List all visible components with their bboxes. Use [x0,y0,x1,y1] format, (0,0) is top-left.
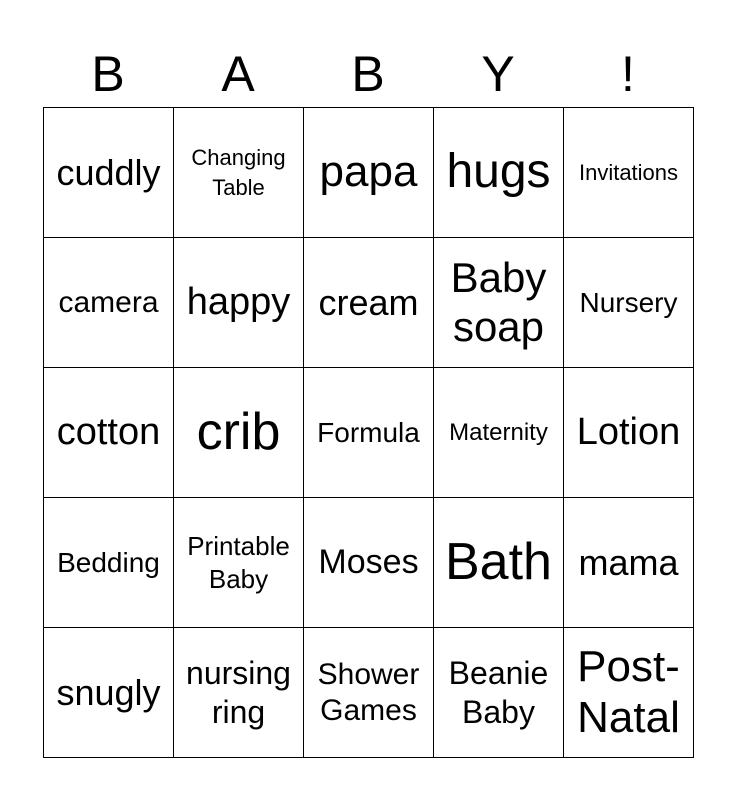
bingo-cell[interactable]: Nursery [564,238,694,368]
bingo-cell[interactable]: snugly [44,628,174,758]
header-letter-y: Y [481,46,515,102]
header-letter-b2: B [351,46,385,102]
bingo-cell[interactable]: Post- Natal [564,628,694,758]
bingo-cell[interactable]: Printable Baby [174,498,304,628]
header-letter-b: B [91,46,125,102]
bingo-cell[interactable]: papa [304,108,434,238]
bingo-cell[interactable]: cuddly [44,108,174,238]
bingo-cell[interactable]: Baby soap [434,238,564,368]
header-letter-exclamation: ! [621,46,635,102]
bingo-cell[interactable]: Formula [304,368,434,498]
bingo-cell[interactable]: Bedding [44,498,174,628]
bingo-header [43,40,693,108]
bingo-cell[interactable]: Moses [304,498,434,628]
bingo-cell[interactable]: mama [564,498,694,628]
header-letter-a: A [221,46,255,102]
bingo-board [43,107,694,758]
bingo-cell[interactable]: Changing Table [174,108,304,238]
bingo-cell[interactable]: Invitations [564,108,694,238]
bingo-cell[interactable]: nursing ring [174,628,304,758]
bingo-cell[interactable]: Bath [434,498,564,628]
bingo-cell[interactable]: hugs [434,108,564,238]
bingo-cell[interactable]: Lotion [564,368,694,498]
bingo-cell[interactable]: camera [44,238,174,368]
bingo-cell[interactable]: cotton [44,368,174,498]
bingo-cell[interactable]: Shower Games [304,628,434,758]
bingo-cell[interactable]: happy [174,238,304,368]
bingo-cell[interactable]: Beanie Baby [434,628,564,758]
bingo-cell[interactable]: Maternity [434,368,564,498]
bingo-cell[interactable]: crib [174,368,304,498]
bingo-cell[interactable]: cream [304,238,434,368]
